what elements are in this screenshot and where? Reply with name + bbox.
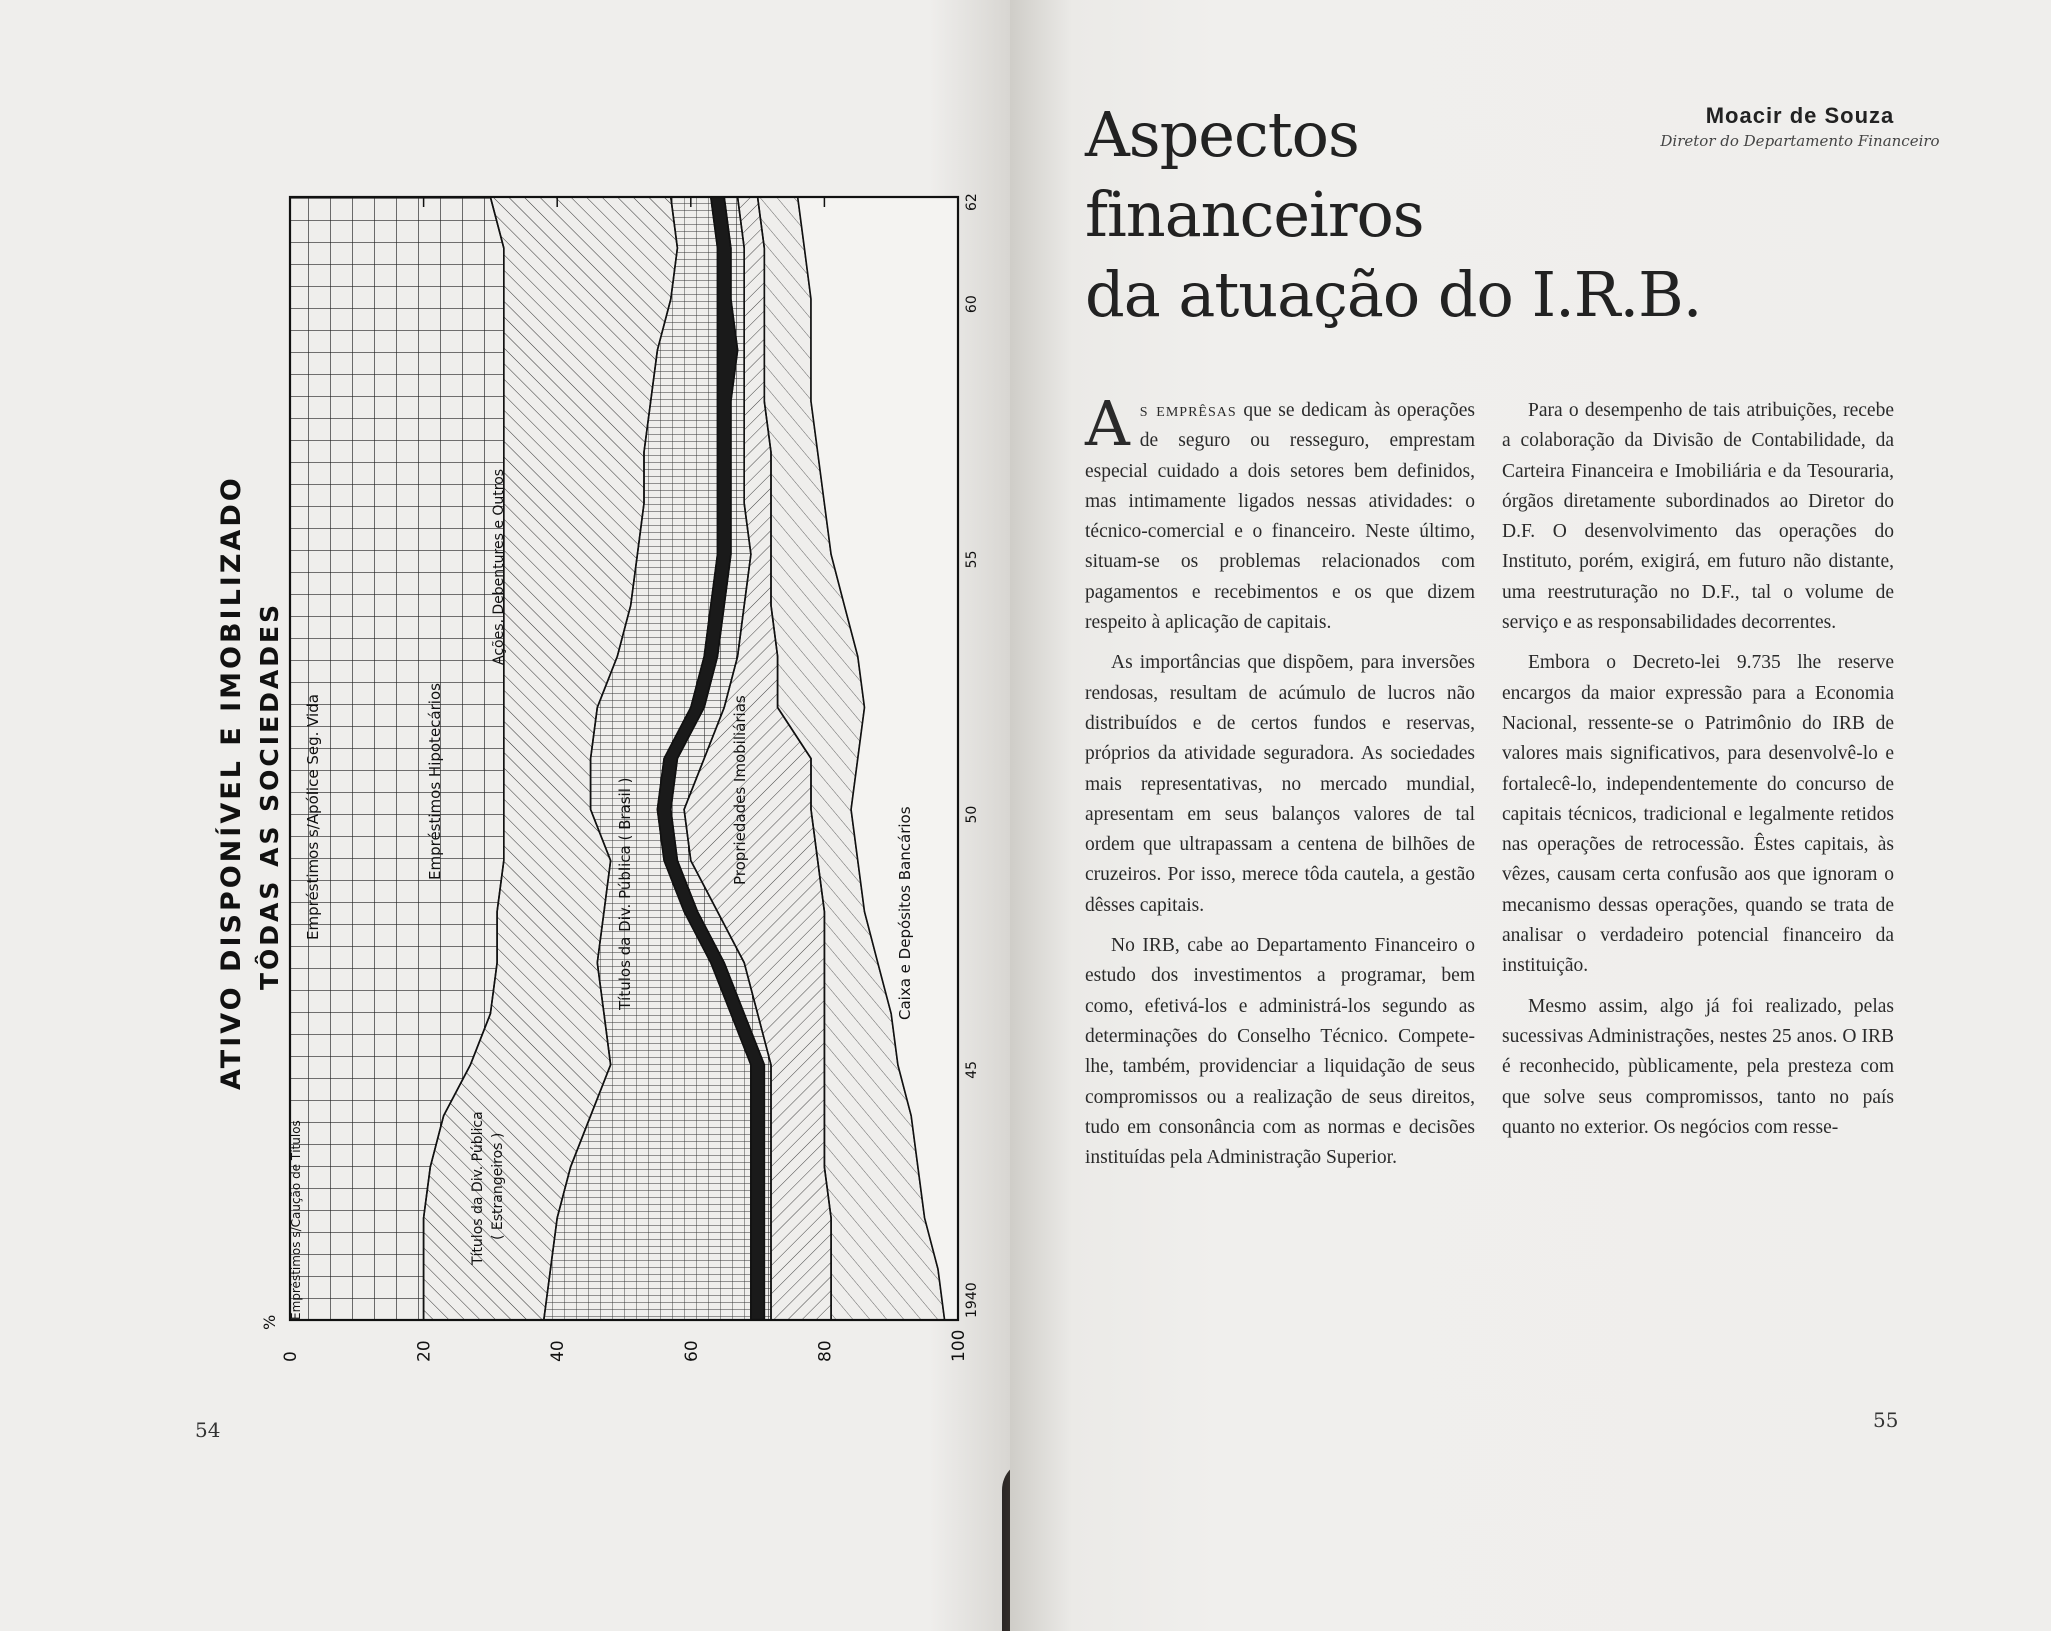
left-page: [0, 0, 1010, 1631]
author-block: [1600, 103, 2000, 150]
chart-title-line2: TÔDAS AS SOCIEDADES: [255, 601, 284, 990]
paragraph: Para o desempenho de tais atribuições, recebe a colaboração da Divisão de Contabilidade, da Carteira Financeira e Imobiliária e da Tesouraria, órgãos diretamente subordinados ao Diretor do D.F. O desenvolvimento das operações do Instituto, porém, exigirá, em futuro não distante, uma reestruturação no D.F., tal o volume de serviço e as responsabilidades decorrentes.: [1502, 400, 1894, 634]
text-column-1: [1085, 387, 1475, 1183]
label-propriedades: Propriedades Imobiliárias: [731, 695, 749, 885]
label-estrangeiros-1: Títulos da Div. Pública: [470, 1111, 486, 1265]
author-role: Diretor do Departamento Financeiro: [1660, 132, 1940, 150]
x-tick-label: 1940: [964, 1282, 980, 1318]
title-line-1: Aspectos: [1085, 98, 1359, 171]
y-tick-label: 60: [681, 1340, 702, 1362]
x-tick-label: 45: [964, 1060, 980, 1079]
chart-areas: [290, 197, 958, 1320]
article-title: [1085, 95, 1702, 335]
label-hipotecarios: Empréstimos Hipotecários: [426, 683, 444, 880]
text-column-2: [1502, 396, 1894, 1153]
chart-title-line1: ATIVO DISPONÍVEL E IMOBILIZADO: [216, 475, 247, 1090]
paragraph-text: que se dedicam às operações de seguro ou resseguro, emprestam especial cuidado a dois setores bem definidos, mas intimamente ligados nessas atividades: o técnico-comercial e o financeiro. Neste último, situam-se os problemas relacionados com pagamentos e recebimentos e os que dizem respeito à aplicação de capitais.: [1085, 400, 1475, 634]
title-line-3: da atuação do I.R.B.: [1085, 258, 1702, 331]
y-tick-label: 0: [281, 1351, 301, 1362]
y-tick-label: 100: [949, 1329, 969, 1362]
page-number-left: 54: [195, 1418, 221, 1442]
pct-symbol: %: [260, 1314, 279, 1330]
y-tick-label: 80: [815, 1340, 836, 1362]
label-acoes: Ações, Debentures e Outros: [491, 468, 507, 665]
asset-chart: [0, 0, 1010, 1631]
x-tick-label: 55: [964, 550, 980, 569]
paragraph: [1085, 387, 1475, 638]
label-caucao: Empréstimos s/Caução de Títulos: [289, 1120, 303, 1320]
author-name: Moacir de Souza: [1705, 103, 1895, 128]
title-line-2: financeiros: [1085, 178, 1424, 251]
page-number-right: 55: [1873, 1408, 1899, 1432]
paragraph: As importâncias que dispõem, para inversões rendosas, resultam de acúmulo de lucros não distribuídos e de certos fundos e reservas, próprios da atividade seguradora. As sociedades mais representativas, no mercado mundial, apresentam em seus balanços valores de tal ordem que ultrapassam a centena de bilhões de cruzeiros. Por isso, merece tôda cautela, a gestão dêsses capitais.: [1085, 652, 1475, 916]
drop-cap: A: [1085, 387, 1130, 460]
smallcaps-lead: s emprêsas: [1139, 400, 1237, 421]
label-caixa: Caixa e Depósitos Bancários: [896, 806, 914, 1020]
label-brasil: Títulos da Div. Pública ( Brasil ): [616, 777, 634, 1010]
paragraph: No IRB, cabe ao Departamento Financeiro o estudo dos investimentos a programar, bem como, efetivá-los e administrá-los segundo as determinações do Conselho Técnico. Compete-lhe, também, providenciar a liquidação de seus compromissos ou a realização de seus direitos, tudo em consonância com as normas e decisões instituídas pela Administração Superior.: [1085, 935, 1475, 1169]
x-tick-label: 60: [964, 295, 980, 314]
x-tick-label: 62: [964, 193, 980, 211]
paragraph: Mesmo assim, algo já foi realizado, pelas sucessivas Administrações, nestes 25 anos. O IRB é reconhecido, pùblicamente, pela presteza com que solve seus compromissos, tanto no país quanto no exterior. Os negócios com resse-: [1502, 995, 1894, 1138]
label-estrangeiros-2: ( Estrangeiros ): [490, 1132, 506, 1240]
label-apolice: Empréstimos s/Apólice Seg. Vida: [304, 694, 322, 940]
paragraph: Embora o Decreto-lei 9.735 lhe reserve encargos da maior expressão para a Economia Nacional, ressente-se o Patrimônio do IRB de valores mais significativos, para desenvolvê-lo e fortalecê-lo, independentemente do concurso de capitais técnicos, tradicional e legalmente retidos nas operações de retrocessão. Êstes capitais, às vêzes, causam certa confusão aos que ignoram o mecanismo dessas operações, quando se trata de analisar o verdadeiro potencial financeiro da instituição.: [1502, 652, 1894, 977]
y-tick-label: 20: [414, 1340, 435, 1362]
x-tick-label: 50: [964, 805, 980, 824]
y-tick-label: 40: [548, 1340, 569, 1362]
